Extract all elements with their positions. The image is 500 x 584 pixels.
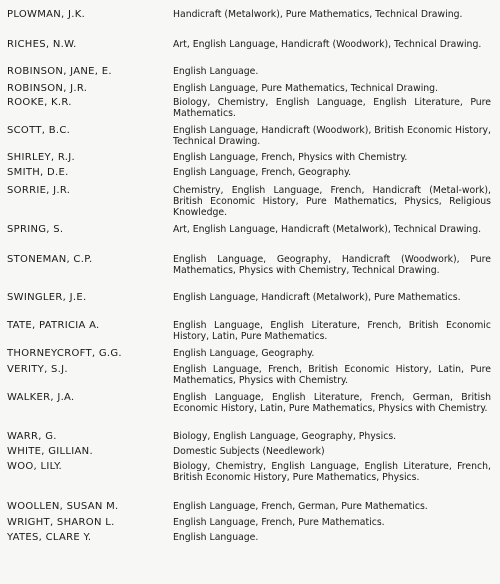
subject-list: English Language, French, Pure Mathematics. xyxy=(173,517,385,528)
subject-list: Biology, English Language, Geography, Physics. xyxy=(173,431,397,442)
pupil-name: YATES, CLARE Y. xyxy=(7,532,92,543)
subject-list: English Language, Geography. xyxy=(173,348,315,359)
pupil-name: STONEMAN, C.P. xyxy=(7,254,93,265)
pupil-name: WHITE, GILLIAN. xyxy=(7,446,93,457)
pupil-name: ROOKE, K.R. xyxy=(7,97,72,108)
subject-list: Chemistry, English Language, French, Handicraft (Metal-work), British Economic History, Pure Mathematics, Physics, Religious Knowledge. xyxy=(173,185,491,218)
subject-list: Biology, Chemistry, English Language, English Literature, Pure Mathematics. xyxy=(173,97,491,119)
subject-list: English Language, Geography, Handicraft (Woodwork), Pure Mathematics, Physics with Chemistry, Technical Drawing. xyxy=(173,254,491,276)
subject-list: Art, English Language, Handicraft (Woodwork), Technical Drawing. xyxy=(173,39,482,50)
subject-list: Domestic Subjects (Needlework) xyxy=(173,446,325,457)
pupil-name: WRIGHT, SHARON L. xyxy=(7,517,115,528)
subject-list: English Language, Handicraft (Metalwork), Pure Mathematics. xyxy=(173,292,461,303)
subject-list: English Language, French, Physics with Chemistry. xyxy=(173,152,408,163)
pupil-name: TATE, PATRICIA A. xyxy=(7,320,100,331)
subject-list: English Language, English Literature, French, German, British Economic History, Latin, Pure Mathematics, Physics with Chemistry. xyxy=(173,392,491,414)
pupil-name: WOOLLEN, SUSAN M. xyxy=(7,501,119,512)
subject-list: English Language, French, British Economic History, Latin, Pure Mathematics, Physics with Chemistry. xyxy=(173,364,491,386)
pupil-name: SPRING, S. xyxy=(7,224,64,235)
subject-list: English Language, Handicraft (Woodwork), British Economic History, Technical Drawing. xyxy=(173,125,492,147)
pupil-name: ROBINSON, JANE, E. xyxy=(7,66,112,77)
pupil-name: RICHES, N.W. xyxy=(7,39,77,50)
pupil-name: WOO, LILY. xyxy=(7,461,63,472)
subject-list: Handicraft (Metalwork), Pure Mathematics, Technical Drawing. xyxy=(173,9,463,20)
subject-list: English Language, English Literature, French, British Economic History, Latin, Pure Mathematics. xyxy=(173,320,491,342)
subject-list: Art, English Language, Handicraft (Metalwork), Technical Drawing. xyxy=(173,224,482,235)
pupil-name: THORNEYCROFT, G.G. xyxy=(7,348,122,359)
subject-list: English Language, Pure Mathematics, Technical Drawing. xyxy=(173,83,439,94)
pupil-name: WARR, G. xyxy=(7,431,57,442)
pupil-name: SORRIE, J.R. xyxy=(7,185,71,196)
subject-list: English Language. xyxy=(173,532,259,543)
pupil-name: SWINGLER, J.E. xyxy=(7,292,87,303)
subject-list: English Language. xyxy=(173,66,259,77)
pupil-name: SHIRLEY, R.J. xyxy=(7,152,75,163)
pupil-name: PLOWMAN, J.K. xyxy=(7,9,86,20)
subject-list: Biology, Chemistry, English Language, English Literature, French, British Economic History, Pure Mathematics, Physics. xyxy=(173,461,491,483)
subject-list: English Language, French, German, Pure Mathematics. xyxy=(173,501,428,512)
pupil-name: SCOTT, B.C. xyxy=(7,125,71,136)
subject-list: English Language, French, Geography. xyxy=(173,167,352,178)
pupil-name: ROBINSON, J.R. xyxy=(7,83,88,94)
pupil-name: SMITH, D.E. xyxy=(7,167,69,178)
pupil-name: WALKER, J.A. xyxy=(7,392,75,403)
pupil-name: VERITY, S.J. xyxy=(7,364,68,375)
